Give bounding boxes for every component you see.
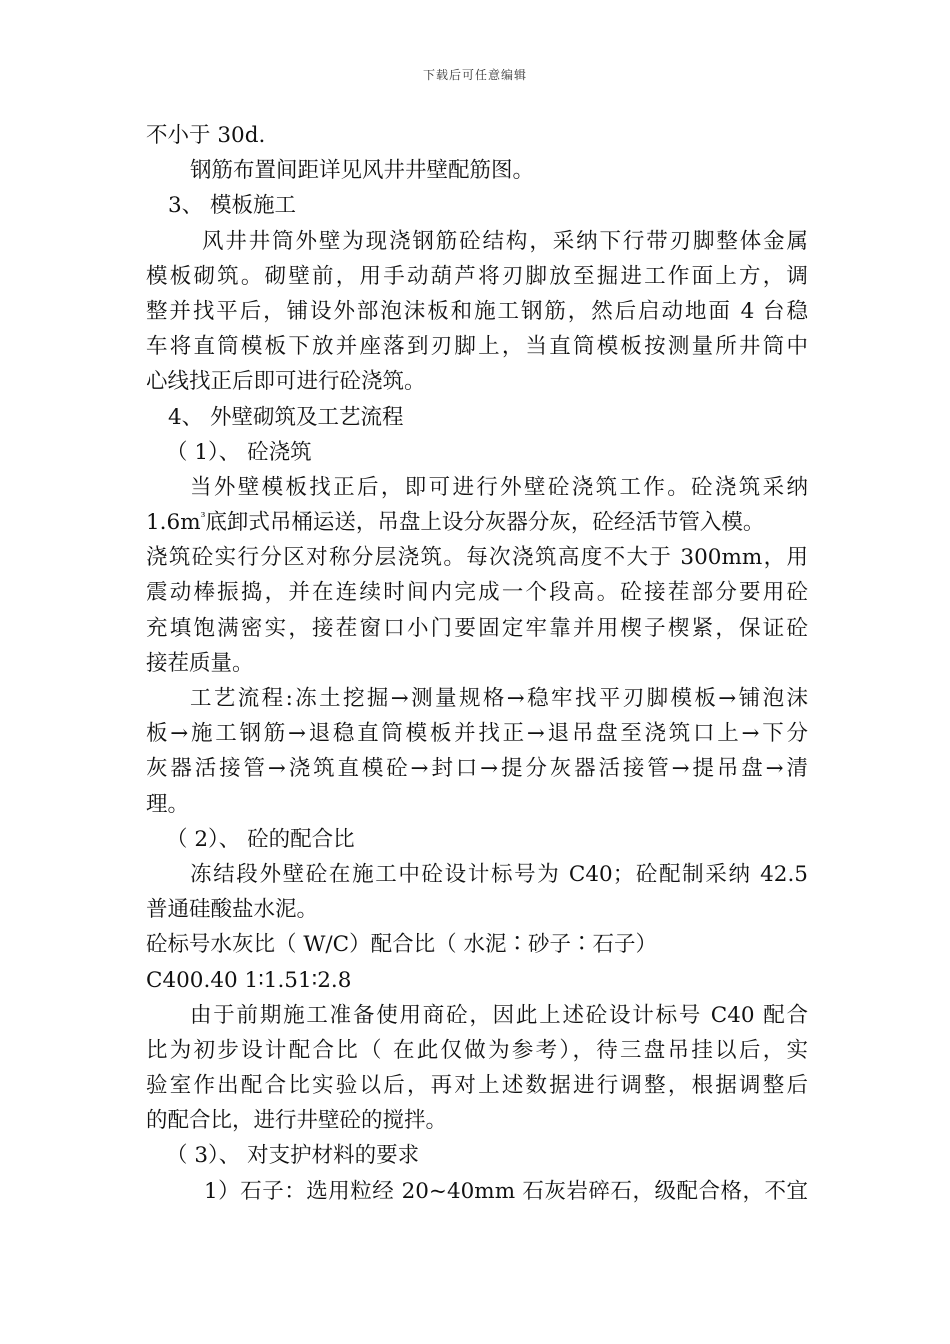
- text-line: 不小于 30d.: [146, 123, 266, 148]
- section-heading: 3、 模板施工: [168, 193, 297, 219]
- text-line: 验室作出配合比实验以后，再对上述数据进行调整，根据调整后: [146, 1073, 808, 1099]
- text-line: 1）石子：选用粒经 20~40mm 石灰岩碎石，级配合格，不宜: [204, 1178, 808, 1204]
- text-line: 整并找平后，铺设外部泡沫板和施工钢筋，然后启动地面 4 台稳: [146, 298, 808, 324]
- text-line: 心线找正后即可进行砼浇筑。: [146, 369, 426, 395]
- document-body: [146, 118, 808, 1209]
- text-fragment: 1.6m: [146, 510, 201, 536]
- text-line: 比为初步设计配合比（ 在此仅做为参考），待三盘吊挂以后，实: [146, 1037, 808, 1063]
- subsection-heading: （ 1）、 砼浇筑: [166, 439, 312, 465]
- section-heading: 4、 外壁砌筑及工艺流程: [168, 404, 404, 430]
- text-line: 震动棒振捣，并在连续时间内完成一个段高。砼接茬部分要用砼: [146, 580, 808, 606]
- subsection-heading: （ 2）、 砼的配合比: [166, 826, 355, 852]
- text-line: 当外壁模板找正后，即可进行外壁砼浇筑工作。砼浇筑采纳: [190, 474, 808, 500]
- text-line: C400.40 1∶1.51∶2.8: [146, 967, 352, 993]
- text-line: 工艺流程:冻土挖掘→测量规格→稳牢找平刃脚模板→铺泡沫: [190, 686, 808, 711]
- text-line: 接茬质量。: [146, 650, 254, 676]
- text-line: 风井井筒外壁为现浇钢筋砼结构，采纳下行带刃脚整体金属: [202, 228, 808, 254]
- text-line: 模板砌筑。砌壁前，用手动葫芦将刃脚放至掘进工作面上方，调: [146, 263, 808, 289]
- text-line: 板→施工钢筋→退稳直筒模板并找正→退吊盘至浇筑口上→下分: [146, 721, 808, 747]
- text-line: 理。: [146, 791, 190, 817]
- text-line: 冻结段外壁砼在施工中砼设计标号为 C40；砼配制采纳 42.5: [190, 861, 808, 887]
- text-line: 砼标号水灰比（ W/C）配合比（ 水泥∶砂子∶石子）: [146, 932, 657, 958]
- subsection-heading: （ 3）、 对支护材料的要求: [166, 1143, 420, 1169]
- text-line: 灰器活接管→浇筑直模砼→封口→提分灰器活接管→提吊盘→清: [146, 756, 808, 782]
- text-fragment: 底卸式吊桶运送，吊盘上设分灰器分灰，砼经活节管入模。: [205, 510, 765, 536]
- text-line: 普通硅酸盐水泥。: [146, 897, 319, 923]
- page-header: 下载后可任意编辑: [422, 68, 527, 82]
- text-line: 钢筋布置间距详见风井井壁配筋图。: [190, 158, 535, 184]
- text-line: 的配合比，进行井壁砼的搅拌。: [146, 1108, 448, 1134]
- text-line: [146, 505, 808, 540]
- text-line: 车将直筒模板下放并座落到刃脚上，当直筒模板按测量所井筒中: [146, 334, 808, 360]
- text-line: 充填饱满密实，接茬窗口小门要固定牢靠并用楔子楔紧，保证砼: [146, 615, 808, 641]
- text-line: 浇筑砼实行分区对称分层浇筑。每次浇筑高度不大于 300mm，用: [146, 545, 808, 571]
- superscript: ³: [200, 509, 206, 524]
- text-line: 由于前期施工准备使用商砼，因此上述砼设计标号 C40 配合: [190, 1002, 808, 1028]
